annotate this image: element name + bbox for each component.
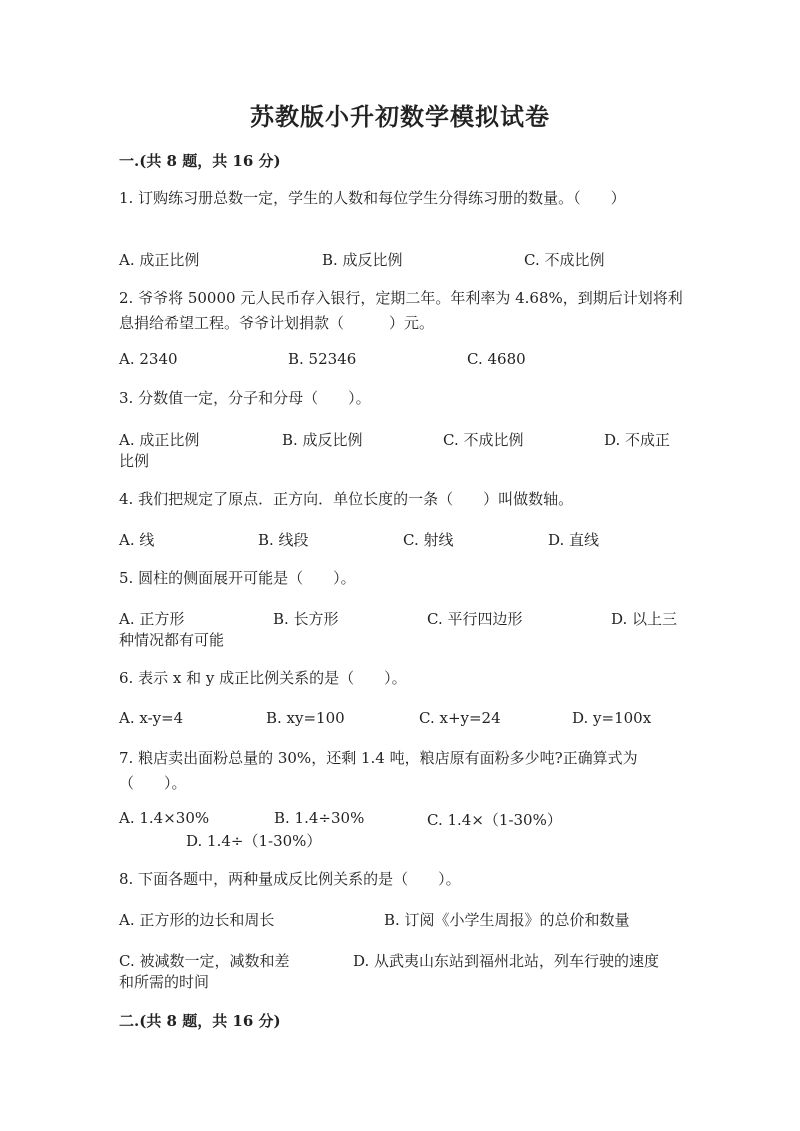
q3-option-b[interactable]: B. 成反比例 — [282, 431, 363, 449]
q5-option-d[interactable]: D. 以上三 — [611, 610, 678, 628]
q4-option-b[interactable]: B. 线段 — [258, 531, 309, 549]
q8-option-c[interactable]: C. 被减数一定，减数和差 — [119, 952, 290, 970]
q7-option-c[interactable]: C. 1.4×（1-30%） — [427, 811, 562, 829]
page-title: 苏教版小升初数学模拟试卷 — [250, 102, 550, 131]
q6-option-b[interactable]: B. xy=100 — [266, 709, 345, 727]
q2-option-b[interactable]: B. 52346 — [288, 350, 357, 368]
q4-option-c[interactable]: C. 射线 — [403, 531, 454, 549]
section-heading-2: 二.(共 8 题，共 16 分) — [119, 1012, 281, 1030]
q1-option-b[interactable]: B. 成反比例 — [322, 251, 403, 269]
q5-option-b[interactable]: B. 长方形 — [273, 610, 339, 628]
q3-option-a[interactable]: A. 成正比例 — [119, 431, 200, 449]
q7-option-d[interactable]: D. 1.4÷（1-30%） — [186, 832, 322, 850]
question-3: 3. 分数值一定，分子和分母（ ）。 — [119, 389, 371, 407]
q1-option-c[interactable]: C. 不成比例 — [524, 251, 605, 269]
q8-option-a[interactable]: A. 正方形的边长和周长 — [119, 911, 275, 929]
q6-option-c[interactable]: C. x+y=24 — [419, 709, 501, 727]
q5-option-a[interactable]: A. 正方形 — [119, 610, 185, 628]
q7-option-a[interactable]: A. 1.4×30% — [119, 809, 210, 827]
q8-option-b[interactable]: B. 订阅《小学生周报》的总价和数量 — [384, 911, 630, 929]
question-8: 8. 下面各题中，两种量成反比例关系的是（ ）。 — [119, 870, 461, 888]
q4-option-a[interactable]: A. 线 — [119, 531, 155, 549]
q4-option-d[interactable]: D. 直线 — [548, 531, 600, 549]
question-5: 5. 圆柱的侧面展开可能是（ ）。 — [119, 569, 356, 587]
question-1: 1. 订购练习册总数一定，学生的人数和每位学生分得练习册的数量。（ ） — [119, 189, 626, 207]
question-6: 6. 表示 x 和 y 成正比例关系的是（ ）。 — [119, 669, 407, 687]
q3-option-c[interactable]: C. 不成比例 — [443, 431, 524, 449]
section-heading-1: 一.(共 8 题，共 16 分) — [119, 152, 281, 170]
question-4: 4. 我们把规定了原点．正方向．单位长度的一条（ ）叫做数轴。 — [119, 490, 574, 508]
q2-option-a[interactable]: A. 2340 — [119, 350, 178, 368]
q8-option-d[interactable]: D. 从武夷山东站到福州北站，列车行驶的速度 — [353, 952, 660, 970]
q7-option-b[interactable]: B. 1.4÷30% — [274, 809, 365, 827]
question-2: 2. 爷爷将 50000 元人民币存入银行，定期二年。年利率为 4.68%，到期后计划将利息捐给希望工程。爷爷计划捐款（ ）元。 — [119, 289, 683, 332]
q1-option-a[interactable]: A. 成正比例 — [119, 251, 200, 269]
q3-option-d-cont: 比例 — [119, 452, 150, 470]
q5-option-d-cont: 种情况都有可能 — [119, 631, 225, 649]
question-7: 7. 粮店卖出面粉总量的 30%，还剩 1.4 吨，粮店原有面粉多少吨?正确算式为（ ）。 — [119, 749, 638, 792]
q6-option-a[interactable]: A. x-y=4 — [119, 709, 184, 727]
q5-option-c[interactable]: C. 平行四边形 — [427, 610, 523, 628]
q3-option-d[interactable]: D. 不成正 — [604, 431, 671, 449]
q2-option-c[interactable]: C. 4680 — [467, 350, 526, 368]
q8-option-d-cont: 和所需的时间 — [119, 973, 210, 991]
q6-option-d[interactable]: D. y=100x — [572, 709, 652, 727]
